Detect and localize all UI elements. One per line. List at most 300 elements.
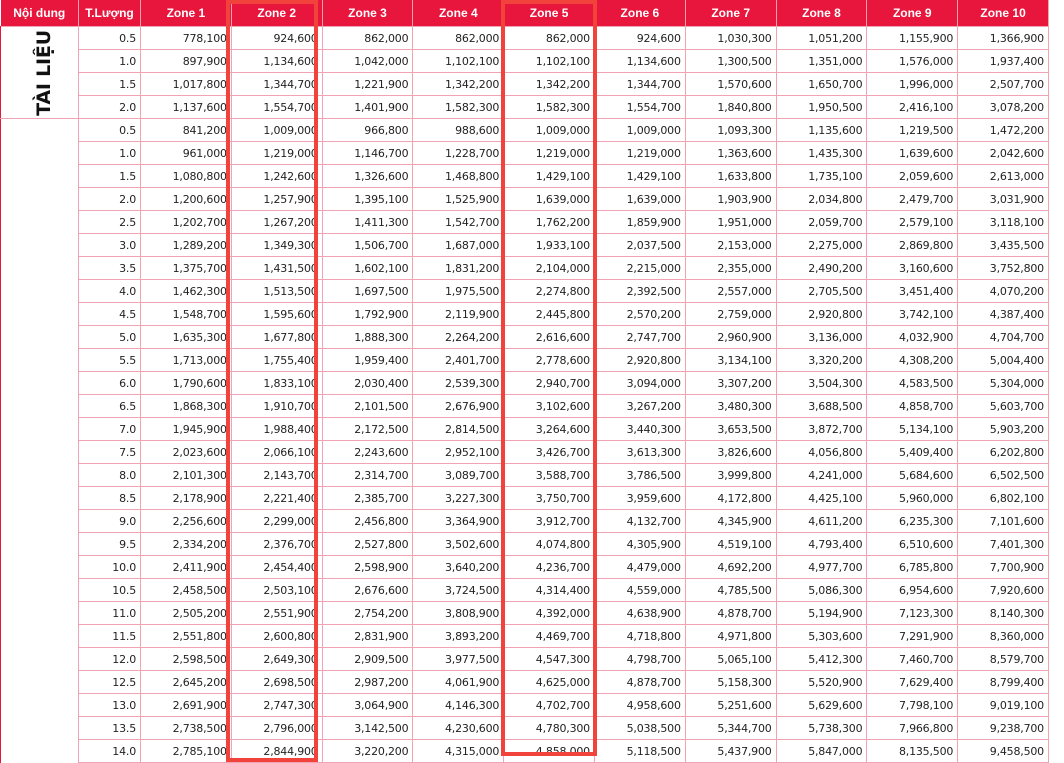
price-cell: 4,971,800 bbox=[685, 625, 776, 648]
price-cell: 2,153,000 bbox=[685, 234, 776, 257]
price-cell: 7,700,900 bbox=[958, 556, 1049, 579]
price-cell: 1,155,900 bbox=[867, 27, 958, 50]
price-cell: 8,360,000 bbox=[958, 625, 1049, 648]
price-cell: 3,134,100 bbox=[685, 349, 776, 372]
price-cell: 4,858,000 bbox=[504, 740, 595, 763]
price-cell: 2,059,600 bbox=[867, 165, 958, 188]
table-row bbox=[1, 648, 1049, 671]
price-cell: 9,019,100 bbox=[958, 694, 1049, 717]
price-cell: 2,178,900 bbox=[141, 487, 232, 510]
price-cell: 1,462,300 bbox=[141, 280, 232, 303]
price-cell: 1,570,600 bbox=[685, 73, 776, 96]
price-cell: 5,251,600 bbox=[685, 694, 776, 717]
price-cell: 7,629,400 bbox=[867, 671, 958, 694]
price-cell: 1,200,600 bbox=[141, 188, 232, 211]
table-body bbox=[1, 27, 1049, 763]
price-cell: 2,059,700 bbox=[776, 211, 867, 234]
price-cell: 2,778,600 bbox=[504, 349, 595, 372]
weight-cell: 1.5 bbox=[79, 165, 141, 188]
price-cell: 2,411,900 bbox=[141, 556, 232, 579]
price-cell: 4,702,700 bbox=[504, 694, 595, 717]
price-cell: 2,616,600 bbox=[504, 326, 595, 349]
price-cell: 6,510,600 bbox=[867, 533, 958, 556]
price-cell: 7,966,800 bbox=[867, 717, 958, 740]
price-cell: 5,038,500 bbox=[594, 717, 685, 740]
weight-cell: 1.5 bbox=[79, 73, 141, 96]
weight-cell: 5.0 bbox=[79, 326, 141, 349]
price-cell: 1,257,900 bbox=[231, 188, 322, 211]
price-cell: 7,123,300 bbox=[867, 602, 958, 625]
price-cell: 6,502,500 bbox=[958, 464, 1049, 487]
price-cell: 2,796,000 bbox=[231, 717, 322, 740]
price-cell: 4,583,500 bbox=[867, 372, 958, 395]
price-cell: 1,102,100 bbox=[413, 50, 504, 73]
weight-cell: 8.5 bbox=[79, 487, 141, 510]
price-cell: 1,595,600 bbox=[231, 303, 322, 326]
price-cell: 5,118,500 bbox=[594, 740, 685, 763]
price-cell: 3,267,200 bbox=[594, 395, 685, 418]
price-cell: 2,458,500 bbox=[141, 579, 232, 602]
price-cell: 2,613,000 bbox=[958, 165, 1049, 188]
price-cell: 3,426,700 bbox=[504, 441, 595, 464]
price-cell: 4,611,200 bbox=[776, 510, 867, 533]
price-cell: 2,676,900 bbox=[413, 395, 504, 418]
price-cell: 2,960,900 bbox=[685, 326, 776, 349]
price-cell: 1,792,900 bbox=[322, 303, 413, 326]
table-row bbox=[1, 510, 1049, 533]
price-cell: 4,308,200 bbox=[867, 349, 958, 372]
weight-cell: 9.0 bbox=[79, 510, 141, 533]
price-cell: 2,503,100 bbox=[231, 579, 322, 602]
price-cell: 3,742,100 bbox=[867, 303, 958, 326]
price-cell: 2,645,200 bbox=[141, 671, 232, 694]
price-cell: 4,559,000 bbox=[594, 579, 685, 602]
price-cell: 2,456,800 bbox=[322, 510, 413, 533]
price-cell: 3,307,200 bbox=[685, 372, 776, 395]
column-header: Zone 4 bbox=[413, 0, 504, 27]
price-cell: 1,401,900 bbox=[322, 96, 413, 119]
price-cell: 4,780,300 bbox=[504, 717, 595, 740]
column-header: Zone 6 bbox=[594, 0, 685, 27]
price-cell: 6,202,800 bbox=[958, 441, 1049, 464]
weight-cell: 2.0 bbox=[79, 188, 141, 211]
price-cell: 5,412,300 bbox=[776, 648, 867, 671]
table-row bbox=[1, 142, 1049, 165]
price-cell: 1,868,300 bbox=[141, 395, 232, 418]
price-cell: 1,945,900 bbox=[141, 418, 232, 441]
price-cell: 1,735,100 bbox=[776, 165, 867, 188]
price-cell: 4,070,200 bbox=[958, 280, 1049, 303]
price-cell: 4,638,900 bbox=[594, 602, 685, 625]
price-cell: 3,118,100 bbox=[958, 211, 1049, 234]
price-cell: 3,959,600 bbox=[594, 487, 685, 510]
price-cell: 1,576,000 bbox=[867, 50, 958, 73]
column-header: Nội dung bbox=[1, 0, 79, 27]
price-cell: 1,134,600 bbox=[231, 50, 322, 73]
weight-cell: 2.0 bbox=[79, 96, 141, 119]
price-cell: 2,066,100 bbox=[231, 441, 322, 464]
price-cell: 5,847,000 bbox=[776, 740, 867, 763]
price-cell: 1,051,200 bbox=[776, 27, 867, 50]
table-row bbox=[1, 671, 1049, 694]
table-row bbox=[1, 395, 1049, 418]
price-cell: 1,937,400 bbox=[958, 50, 1049, 73]
price-cell: 1,639,000 bbox=[594, 188, 685, 211]
price-cell: 1,988,400 bbox=[231, 418, 322, 441]
price-cell: 1,342,200 bbox=[413, 73, 504, 96]
price-cell: 6,785,800 bbox=[867, 556, 958, 579]
price-cell: 1,219,000 bbox=[231, 142, 322, 165]
price-cell: 1,677,800 bbox=[231, 326, 322, 349]
price-cell: 1,431,500 bbox=[231, 257, 322, 280]
price-cell: 1,429,100 bbox=[594, 165, 685, 188]
price-cell: 5,086,300 bbox=[776, 579, 867, 602]
price-cell: 841,200 bbox=[141, 119, 232, 142]
price-cell: 2,600,800 bbox=[231, 625, 322, 648]
table-row bbox=[1, 119, 1049, 142]
price-cell: 3,320,200 bbox=[776, 349, 867, 372]
column-header: Zone 5 bbox=[504, 0, 595, 27]
price-cell: 2,754,200 bbox=[322, 602, 413, 625]
price-cell: 1,888,300 bbox=[322, 326, 413, 349]
weight-cell: 11.5 bbox=[79, 625, 141, 648]
price-cell: 778,100 bbox=[141, 27, 232, 50]
column-header: Zone 7 bbox=[685, 0, 776, 27]
price-cell: 2,676,600 bbox=[322, 579, 413, 602]
price-cell: 1,833,100 bbox=[231, 372, 322, 395]
price-cell: 1,959,400 bbox=[322, 349, 413, 372]
price-cell: 2,570,200 bbox=[594, 303, 685, 326]
price-cell: 6,235,300 bbox=[867, 510, 958, 533]
table-row bbox=[1, 694, 1049, 717]
price-cell: 4,958,600 bbox=[594, 694, 685, 717]
price-cell: 2,598,500 bbox=[141, 648, 232, 671]
price-cell: 9,458,500 bbox=[958, 740, 1049, 763]
price-cell: 5,194,900 bbox=[776, 602, 867, 625]
price-cell: 8,135,500 bbox=[867, 740, 958, 763]
price-cell: 7,798,100 bbox=[867, 694, 958, 717]
weight-cell: 6.5 bbox=[79, 395, 141, 418]
weight-cell: 14.0 bbox=[79, 740, 141, 763]
price-cell: 5,684,600 bbox=[867, 464, 958, 487]
price-cell: 4,977,700 bbox=[776, 556, 867, 579]
price-cell: 924,600 bbox=[594, 27, 685, 50]
price-cell: 1,639,600 bbox=[867, 142, 958, 165]
price-cell: 1,102,100 bbox=[504, 50, 595, 73]
price-cell: 4,547,300 bbox=[504, 648, 595, 671]
price-cell: 6,802,100 bbox=[958, 487, 1049, 510]
price-cell: 2,416,100 bbox=[867, 96, 958, 119]
price-cell: 3,364,900 bbox=[413, 510, 504, 533]
price-cell: 1,137,600 bbox=[141, 96, 232, 119]
price-cell: 3,640,200 bbox=[413, 556, 504, 579]
price-cell: 1,300,500 bbox=[685, 50, 776, 73]
price-cell: 862,000 bbox=[504, 27, 595, 50]
price-cell: 5,304,000 bbox=[958, 372, 1049, 395]
price-cell: 2,314,700 bbox=[322, 464, 413, 487]
price-cell: 2,747,700 bbox=[594, 326, 685, 349]
price-cell: 4,625,000 bbox=[504, 671, 595, 694]
price-cell: 862,000 bbox=[413, 27, 504, 50]
price-cell: 3,999,800 bbox=[685, 464, 776, 487]
table-row bbox=[1, 464, 1049, 487]
price-cell: 924,600 bbox=[231, 27, 322, 50]
price-cell: 1,228,700 bbox=[413, 142, 504, 165]
price-cell: 3,893,200 bbox=[413, 625, 504, 648]
table-row bbox=[1, 372, 1049, 395]
price-cell: 2,738,500 bbox=[141, 717, 232, 740]
price-cell: 2,034,800 bbox=[776, 188, 867, 211]
price-cell: 4,146,300 bbox=[413, 694, 504, 717]
price-cell: 1,472,200 bbox=[958, 119, 1049, 142]
group-label: TÀI LIỆU bbox=[32, 29, 55, 116]
price-cell: 966,800 bbox=[322, 119, 413, 142]
table-row bbox=[1, 740, 1049, 763]
price-cell: 1,554,700 bbox=[231, 96, 322, 119]
price-cell: 1,950,500 bbox=[776, 96, 867, 119]
price-cell: 1,639,000 bbox=[504, 188, 595, 211]
column-header: Zone 10 bbox=[958, 0, 1049, 27]
price-cell: 1,366,900 bbox=[958, 27, 1049, 50]
price-cell: 5,738,300 bbox=[776, 717, 867, 740]
price-cell: 5,520,900 bbox=[776, 671, 867, 694]
price-cell: 1,633,800 bbox=[685, 165, 776, 188]
column-header: Zone 2 bbox=[231, 0, 322, 27]
price-cell: 1,042,000 bbox=[322, 50, 413, 73]
price-cell: 2,376,700 bbox=[231, 533, 322, 556]
table-row bbox=[1, 625, 1049, 648]
weight-cell: 0.5 bbox=[79, 27, 141, 50]
price-cell: 1,840,800 bbox=[685, 96, 776, 119]
price-cell: 2,844,900 bbox=[231, 740, 322, 763]
price-cell: 2,598,900 bbox=[322, 556, 413, 579]
price-cell: 3,480,300 bbox=[685, 395, 776, 418]
price-cell: 1,134,600 bbox=[594, 50, 685, 73]
header-row bbox=[1, 0, 1049, 27]
group-empty-cell bbox=[1, 119, 79, 763]
price-cell: 3,977,500 bbox=[413, 648, 504, 671]
weight-cell: 12.0 bbox=[79, 648, 141, 671]
weight-cell: 4.5 bbox=[79, 303, 141, 326]
price-cell: 3,102,600 bbox=[504, 395, 595, 418]
price-cell: 2,104,000 bbox=[504, 257, 595, 280]
price-cell: 5,409,400 bbox=[867, 441, 958, 464]
price-cell: 1,411,300 bbox=[322, 211, 413, 234]
price-cell: 1,762,200 bbox=[504, 211, 595, 234]
price-cell: 3,078,200 bbox=[958, 96, 1049, 119]
price-cell: 2,747,300 bbox=[231, 694, 322, 717]
table-row bbox=[1, 303, 1049, 326]
price-cell: 1,910,700 bbox=[231, 395, 322, 418]
table-row bbox=[1, 556, 1049, 579]
price-cell: 4,032,900 bbox=[867, 326, 958, 349]
price-cell: 4,704,700 bbox=[958, 326, 1049, 349]
weight-cell: 13.0 bbox=[79, 694, 141, 717]
price-cell: 2,256,600 bbox=[141, 510, 232, 533]
price-cell: 1,713,000 bbox=[141, 349, 232, 372]
price-cell: 2,527,800 bbox=[322, 533, 413, 556]
price-cell: 1,344,700 bbox=[231, 73, 322, 96]
price-cell: 1,375,700 bbox=[141, 257, 232, 280]
price-cell: 5,004,400 bbox=[958, 349, 1049, 372]
weight-cell: 11.0 bbox=[79, 602, 141, 625]
price-cell: 2,101,500 bbox=[322, 395, 413, 418]
price-cell: 3,064,900 bbox=[322, 694, 413, 717]
price-cell: 1,996,000 bbox=[867, 73, 958, 96]
price-cell: 3,227,300 bbox=[413, 487, 504, 510]
price-cell: 2,579,100 bbox=[867, 211, 958, 234]
price-cell: 1,903,900 bbox=[685, 188, 776, 211]
price-cell: 1,009,000 bbox=[594, 119, 685, 142]
price-cell: 3,912,700 bbox=[504, 510, 595, 533]
price-cell: 2,215,000 bbox=[594, 257, 685, 280]
price-cell: 1,135,600 bbox=[776, 119, 867, 142]
price-cell: 2,831,900 bbox=[322, 625, 413, 648]
weight-cell: 7.0 bbox=[79, 418, 141, 441]
price-cell: 1,363,600 bbox=[685, 142, 776, 165]
price-cell: 2,759,000 bbox=[685, 303, 776, 326]
table-row bbox=[1, 280, 1049, 303]
price-cell: 2,507,700 bbox=[958, 73, 1049, 96]
price-cell: 2,355,000 bbox=[685, 257, 776, 280]
price-cell: 2,505,200 bbox=[141, 602, 232, 625]
table-row bbox=[1, 211, 1049, 234]
price-cell: 1,697,500 bbox=[322, 280, 413, 303]
price-cell: 4,345,900 bbox=[685, 510, 776, 533]
price-cell: 1,242,600 bbox=[231, 165, 322, 188]
price-cell: 2,952,100 bbox=[413, 441, 504, 464]
weight-cell: 5.5 bbox=[79, 349, 141, 372]
price-cell: 3,220,200 bbox=[322, 740, 413, 763]
price-cell: 8,799,400 bbox=[958, 671, 1049, 694]
price-cell: 2,920,800 bbox=[776, 303, 867, 326]
price-cell: 3,440,300 bbox=[594, 418, 685, 441]
price-cell: 2,042,600 bbox=[958, 142, 1049, 165]
price-cell: 4,692,200 bbox=[685, 556, 776, 579]
price-cell: 1,790,600 bbox=[141, 372, 232, 395]
table-row bbox=[1, 188, 1049, 211]
price-cell: 1,548,700 bbox=[141, 303, 232, 326]
weight-cell: 10.0 bbox=[79, 556, 141, 579]
price-cell: 2,691,900 bbox=[141, 694, 232, 717]
price-cell: 3,031,900 bbox=[958, 188, 1049, 211]
price-cell: 1,326,600 bbox=[322, 165, 413, 188]
price-cell: 2,557,000 bbox=[685, 280, 776, 303]
price-cell: 1,344,700 bbox=[594, 73, 685, 96]
price-cell: 1,219,000 bbox=[594, 142, 685, 165]
price-cell: 4,878,700 bbox=[594, 671, 685, 694]
price-cell: 4,056,800 bbox=[776, 441, 867, 464]
price-cell: 862,000 bbox=[322, 27, 413, 50]
price-cell: 8,140,300 bbox=[958, 602, 1049, 625]
price-cell: 1,093,300 bbox=[685, 119, 776, 142]
price-cell: 2,172,500 bbox=[322, 418, 413, 441]
weight-cell: 9.5 bbox=[79, 533, 141, 556]
price-cell: 3,752,800 bbox=[958, 257, 1049, 280]
table-row bbox=[1, 96, 1049, 119]
price-cell: 2,869,800 bbox=[867, 234, 958, 257]
price-cell: 4,315,000 bbox=[413, 740, 504, 763]
price-cell: 4,172,800 bbox=[685, 487, 776, 510]
price-cell: 4,878,700 bbox=[685, 602, 776, 625]
price-cell: 1,975,500 bbox=[413, 280, 504, 303]
column-header: Zone 9 bbox=[867, 0, 958, 27]
price-cell: 897,900 bbox=[141, 50, 232, 73]
weight-cell: 3.5 bbox=[79, 257, 141, 280]
price-cell: 4,387,400 bbox=[958, 303, 1049, 326]
price-cell: 1,933,100 bbox=[504, 234, 595, 257]
price-cell: 7,291,900 bbox=[867, 625, 958, 648]
price-cell: 1,513,500 bbox=[231, 280, 322, 303]
price-cell: 1,951,000 bbox=[685, 211, 776, 234]
price-cell: 1,429,100 bbox=[504, 165, 595, 188]
price-cell: 2,274,800 bbox=[504, 280, 595, 303]
weight-cell: 0.5 bbox=[79, 119, 141, 142]
price-cell: 5,065,100 bbox=[685, 648, 776, 671]
price-cell: 4,519,100 bbox=[685, 533, 776, 556]
price-cell: 1,554,700 bbox=[594, 96, 685, 119]
price-cell: 3,435,500 bbox=[958, 234, 1049, 257]
price-cell: 4,392,000 bbox=[504, 602, 595, 625]
price-cell: 3,264,600 bbox=[504, 418, 595, 441]
table-row bbox=[1, 326, 1049, 349]
price-cell: 4,230,600 bbox=[413, 717, 504, 740]
weight-cell: 10.5 bbox=[79, 579, 141, 602]
price-cell: 3,094,000 bbox=[594, 372, 685, 395]
weight-cell: 2.5 bbox=[79, 211, 141, 234]
price-cell: 4,241,000 bbox=[776, 464, 867, 487]
price-cell: 1,582,300 bbox=[504, 96, 595, 119]
price-cell: 1,435,300 bbox=[776, 142, 867, 165]
table-row bbox=[1, 50, 1049, 73]
weight-cell: 7.5 bbox=[79, 441, 141, 464]
price-cell: 1,635,300 bbox=[141, 326, 232, 349]
price-cell: 5,344,700 bbox=[685, 717, 776, 740]
price-cell: 4,061,900 bbox=[413, 671, 504, 694]
price-cell: 2,023,600 bbox=[141, 441, 232, 464]
price-cell: 2,143,700 bbox=[231, 464, 322, 487]
price-cell: 1,219,000 bbox=[504, 142, 595, 165]
price-cell: 5,134,100 bbox=[867, 418, 958, 441]
price-cell: 4,074,800 bbox=[504, 533, 595, 556]
price-cell: 1,030,300 bbox=[685, 27, 776, 50]
table-row bbox=[1, 349, 1049, 372]
price-cell: 4,236,700 bbox=[504, 556, 595, 579]
price-cell: 3,653,500 bbox=[685, 418, 776, 441]
price-cell: 3,451,400 bbox=[867, 280, 958, 303]
price-cell: 3,872,700 bbox=[776, 418, 867, 441]
price-cell: 2,030,400 bbox=[322, 372, 413, 395]
price-cell: 3,826,600 bbox=[685, 441, 776, 464]
price-cell: 1,221,900 bbox=[322, 73, 413, 96]
price-cell: 7,920,600 bbox=[958, 579, 1049, 602]
price-cell: 2,037,500 bbox=[594, 234, 685, 257]
price-cell: 1,506,700 bbox=[322, 234, 413, 257]
price-cell: 7,401,300 bbox=[958, 533, 1049, 556]
price-cell: 3,808,900 bbox=[413, 602, 504, 625]
weight-cell: 1.0 bbox=[79, 142, 141, 165]
price-cell: 3,688,500 bbox=[776, 395, 867, 418]
price-cell: 2,490,200 bbox=[776, 257, 867, 280]
price-cell: 3,502,600 bbox=[413, 533, 504, 556]
price-cell: 2,814,500 bbox=[413, 418, 504, 441]
price-cell: 2,243,600 bbox=[322, 441, 413, 464]
price-cell: 2,445,800 bbox=[504, 303, 595, 326]
price-cell: 1,542,700 bbox=[413, 211, 504, 234]
weight-cell: 1.0 bbox=[79, 50, 141, 73]
price-cell: 5,303,600 bbox=[776, 625, 867, 648]
price-cell: 2,705,500 bbox=[776, 280, 867, 303]
